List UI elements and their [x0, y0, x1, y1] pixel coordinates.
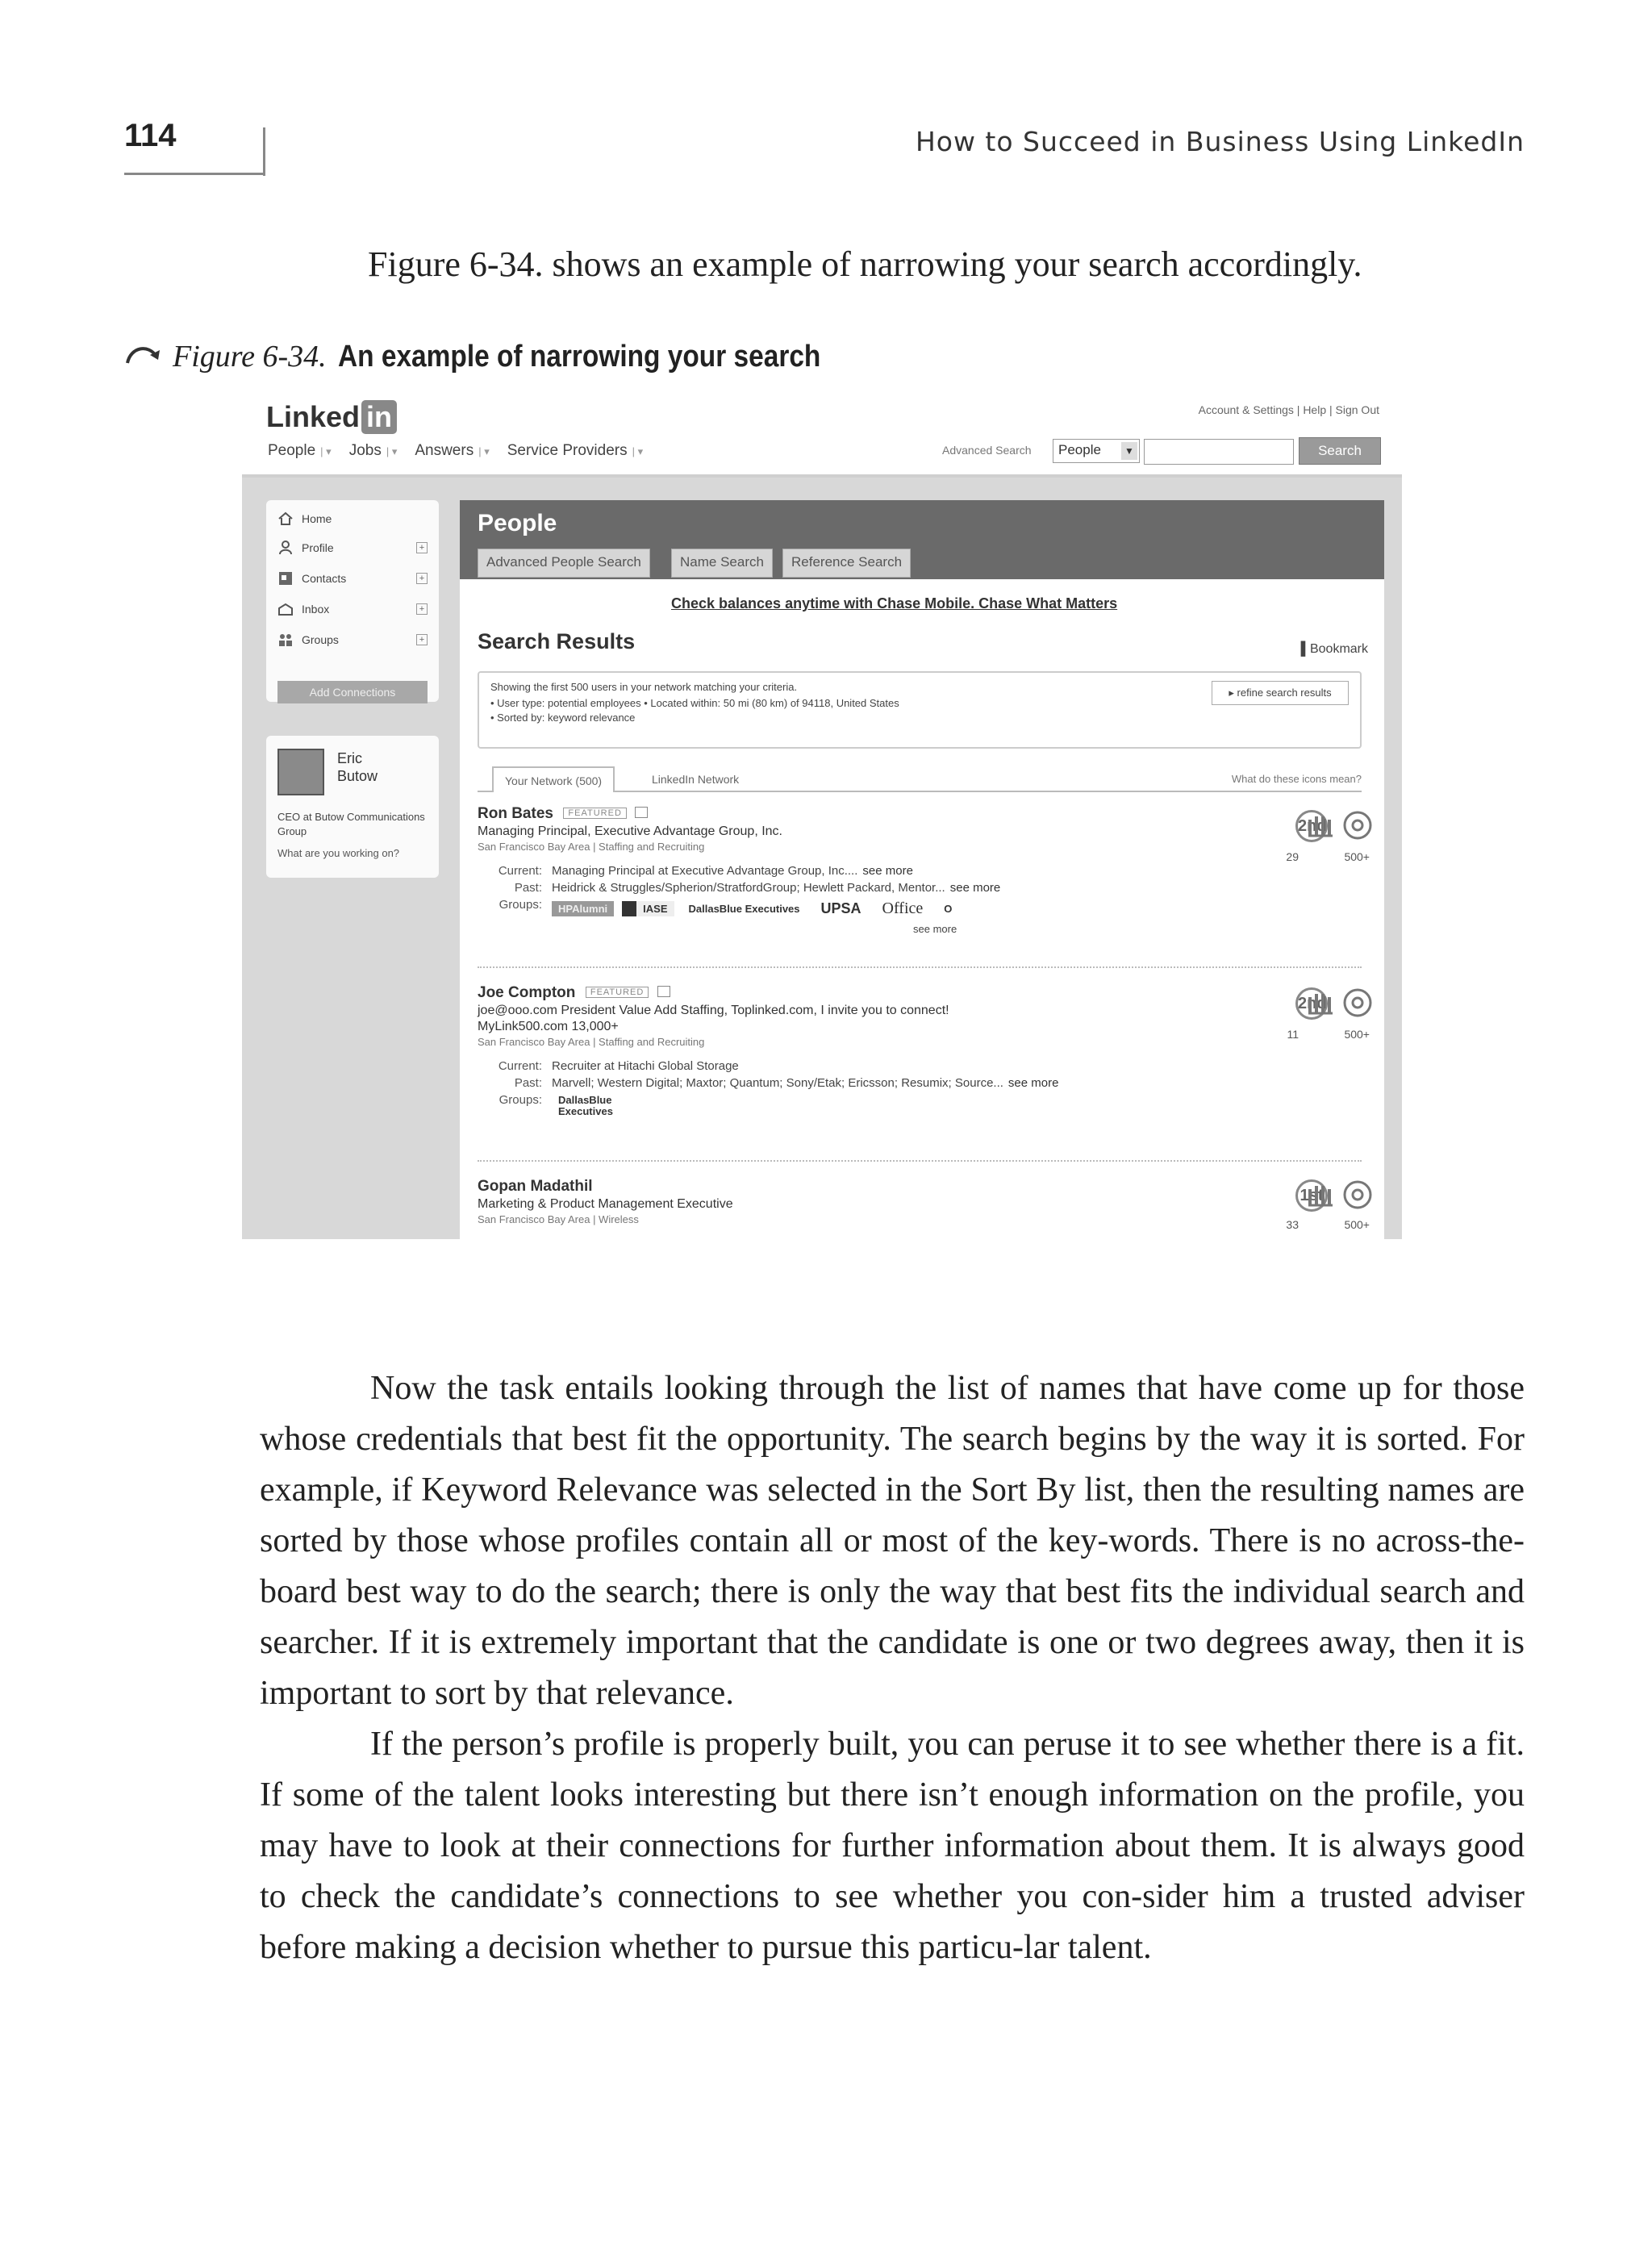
list-item	[478, 805, 1362, 938]
figure-caption	[124, 339, 886, 374]
current-label: Current:	[498, 864, 542, 878]
nav-answers[interactable]	[415, 442, 489, 460]
refine-search-button[interactable]: ▸ refine search results	[1212, 681, 1349, 705]
chevron-down-icon: | ▾	[632, 445, 644, 457]
past-value: Marvell; Western Digital; Maxtor; Quantum; Sony/Etak; Ericsson; Resumix; Source...	[552, 1076, 1003, 1090]
criteria-summary: Showing the first 500 users in your network matching your criteria.	[490, 681, 798, 693]
groups-icon	[277, 632, 294, 647]
criteria-sort: • Sorted by: keyword relevance	[490, 712, 636, 724]
members-count: 500+	[1344, 1028, 1370, 1041]
see-more-link[interactable]: see more	[1007, 1076, 1059, 1090]
criteria-filters: • User type: potential employees • Located within: 50 mi (80 km) of 94118, United States	[490, 697, 899, 709]
degree-badge: 1st	[1295, 1179, 1328, 1212]
connections-count: 11	[1287, 1028, 1299, 1041]
profile-card-icon[interactable]	[657, 986, 670, 997]
result-headline: Marketing & Product Management Executive	[478, 1197, 733, 1211]
chevron-down-icon: | ▾	[320, 445, 332, 457]
featured-badge: FEATURED	[563, 808, 626, 819]
groups-label: Groups:	[499, 898, 542, 912]
bookmark-icon: ▌	[1300, 642, 1310, 656]
running-head: How to Succeed in Business Using LinkedIn	[915, 126, 1525, 157]
top-links[interactable]: Account & Settings | Help | Sign Out	[1198, 403, 1379, 416]
search-button[interactable]: Search	[1299, 437, 1381, 465]
result-headline: Managing Principal, Executive Advantage Group, Inc.	[478, 824, 782, 838]
person-icon	[277, 541, 294, 555]
group-logos	[552, 898, 958, 920]
expand-profile-icon[interactable]: +	[416, 542, 428, 553]
current-value: Managing Principal at Executive Advantage Group, Inc....	[552, 864, 858, 878]
nav-label: Answers	[415, 442, 474, 459]
nav-service-providers[interactable]	[507, 442, 643, 460]
degree-badge: 2nd	[1295, 810, 1328, 842]
result-location: San Francisco Bay Area | Wireless	[478, 1213, 639, 1225]
result-name[interactable]: Gopan Madathil	[478, 1178, 593, 1195]
figure-number: Figure 6-34.	[173, 340, 327, 374]
tab-linkedin-network[interactable]: LinkedIn Network	[652, 773, 740, 786]
group-logo[interactable]: DallasBlue Executives	[558, 1094, 613, 1117]
people-title: People	[478, 510, 557, 536]
sidebar-item-label: Profile	[302, 541, 334, 554]
page-number: 114	[124, 118, 177, 153]
sidebar-item-home[interactable]	[277, 511, 332, 526]
network-icon	[1342, 810, 1373, 841]
chevron-down-icon: | ▾	[386, 445, 398, 457]
main-content	[460, 500, 1384, 1239]
logo-text: Linked	[266, 400, 361, 433]
home-icon	[277, 511, 294, 526]
recommendations-icon	[1305, 812, 1337, 839]
nav-people[interactable]	[268, 442, 332, 460]
curved-arrow-icon	[124, 342, 161, 366]
result-details	[486, 1059, 1362, 1119]
current-value: Recruiter at Hitachi Global Storage	[552, 1059, 739, 1073]
past-label: Past:	[514, 881, 542, 895]
tab-reference-search[interactable]: Reference Search	[782, 549, 911, 578]
figure-title: An example of narrowing your search	[337, 340, 821, 374]
bookmark-label: Bookmark	[1309, 642, 1368, 656]
result-details	[486, 864, 1362, 935]
body-paragraph: Now the task entails looking through the list of names that have come up for those whose credentials that best fit the opportunity. The search begins by the way it is sorted. For example, if Keyword Relevance was selected in the Sort By list, then the resulting names are sorted by those whose profiles contain all or most of the key-words. There is no across-the-board best way to do the search; there is only the way that best fits the individual search and searcher. If it is extremely important that the candidate is one or two degrees away, then it is important to sort by that relevance.	[260, 1370, 1525, 1712]
search-scope-select[interactable]	[1053, 439, 1140, 463]
expand-groups-icon[interactable]: +	[416, 634, 428, 645]
result-name[interactable]: Joe Compton	[478, 984, 576, 1001]
tab-advanced-people-search[interactable]: Advanced People Search	[478, 549, 650, 578]
members-count: 500+	[1344, 850, 1370, 863]
sidebar-item-profile[interactable]	[277, 541, 334, 555]
members-count: 500+	[1344, 1218, 1370, 1231]
sidebar-item-groups[interactable]	[277, 632, 339, 647]
group-logo[interactable]: IASE	[622, 901, 674, 916]
past-value: Heidrick & Struggles/Spherion/StratfordGroup; Hewlett Packard, Mentor...	[552, 881, 945, 895]
connections-count: 33	[1286, 1218, 1299, 1231]
header-rule-horizontal	[124, 173, 265, 175]
icons-help-link[interactable]: What do these icons mean?	[1231, 773, 1362, 785]
status-prompt[interactable]: What are you working on?	[277, 847, 400, 859]
degree-badge: 2nd	[1295, 987, 1328, 1020]
sidebar-item-label: Home	[302, 512, 332, 525]
see-more-link[interactable]: see more	[949, 881, 1001, 895]
body-paragraph: If the person’s profile is properly built, you can peruse it to see whether there is a fit. If some of the talent looks interesting but there isn’t enough information on the profile, you may have to look at their connections for further information about them. It is always good to check the candidate’s connections to see whether you con-sider him a trusted adviser before making a decision whether to pursue this particu-lar talent.	[260, 1726, 1525, 1966]
expand-contacts-icon[interactable]: +	[416, 573, 428, 584]
profile-card-icon[interactable]	[635, 807, 648, 818]
profile-last-name[interactable]: Butow	[337, 768, 378, 784]
inbox-icon	[277, 602, 294, 616]
network-icon	[1342, 987, 1373, 1018]
network-icon	[1342, 1179, 1373, 1210]
advanced-search-link[interactable]: Advanced Search	[942, 444, 1032, 457]
see-more-link[interactable]: see more	[862, 864, 913, 878]
profile-card	[266, 736, 439, 878]
search-results-title: Search Results	[478, 629, 636, 653]
connections-count: 29	[1286, 850, 1299, 863]
sidebar-item-inbox[interactable]	[277, 602, 329, 616]
intro-sentence: Figure 6-34. shows an example of narrowing your search accordingly.	[368, 244, 1362, 284]
contacts-icon	[277, 571, 294, 586]
list-item	[478, 1178, 1362, 1225]
group-logo[interactable]: DallasBlue Executives	[688, 903, 800, 915]
profile-first-name[interactable]: Eric	[337, 750, 362, 766]
body-text	[260, 1363, 1525, 1973]
recommendations-icon	[1305, 1181, 1337, 1208]
linkedin-screenshot	[242, 386, 1402, 1239]
expand-inbox-icon[interactable]: +	[416, 603, 428, 615]
group-logo[interactable]: Office	[882, 900, 924, 917]
add-connections-button[interactable]: Add Connections	[277, 681, 428, 703]
sidebar-item-label: Inbox	[302, 603, 330, 616]
nav-jobs[interactable]	[349, 442, 398, 460]
avatar[interactable]	[277, 749, 324, 795]
header-rule-vertical	[263, 127, 265, 176]
result-name[interactable]: Ron Bates	[478, 805, 553, 822]
nav-label: People	[268, 442, 316, 459]
bookmark-link[interactable]	[1301, 642, 1368, 657]
result-separator	[478, 966, 1362, 968]
profile-title: CEO at Butow Communications Group	[277, 811, 425, 837]
tab-name-search[interactable]: Name Search	[671, 549, 773, 578]
group-logo[interactable]: O	[944, 903, 953, 915]
sidebar-item-label: Groups	[302, 633, 339, 646]
sidebar-item-label: Contacts	[302, 572, 347, 585]
ad-banner-link[interactable]: Check balances anytime with Chase Mobile. Chase What Matters	[671, 595, 1118, 612]
chevron-down-icon: | ▾	[478, 445, 490, 457]
nav-label: Jobs	[348, 442, 382, 459]
result-headline-cont: MyLink500.com 13,000+	[478, 1020, 619, 1033]
logo-in: in	[361, 400, 397, 434]
sidebar	[266, 500, 439, 702]
search-criteria-box	[478, 671, 1362, 749]
result-location: San Francisco Bay Area | Staffing and Recruiting	[478, 1036, 705, 1048]
recommendations-icon	[1305, 989, 1337, 1016]
list-item	[478, 984, 1362, 1122]
nav-label: Service Providers	[507, 442, 628, 459]
result-location: San Francisco Bay Area | Staffing and Recruiting	[478, 841, 705, 853]
groups-label: Groups:	[499, 1093, 542, 1107]
tab-your-network[interactable]: Your Network (500)	[492, 766, 615, 792]
search-input[interactable]	[1144, 439, 1294, 465]
current-label: Current:	[498, 1059, 542, 1073]
group-logo[interactable]: UPSA	[820, 900, 861, 916]
result-separator	[478, 1160, 1362, 1162]
group-logo[interactable]: HPAlumni	[552, 901, 614, 916]
sidebar-item-contacts[interactable]	[277, 571, 346, 586]
search-scope-value: People	[1058, 442, 1101, 457]
featured-badge: FEATURED	[586, 987, 649, 998]
past-label: Past:	[514, 1076, 542, 1090]
chevron-down-icon: ▼	[1121, 442, 1137, 460]
see-more-link[interactable]: see more	[913, 923, 957, 935]
result-headline: joe@ooo.com President Value Add Staffing, Toplinked.com, I invite you to connect!	[478, 1004, 949, 1017]
linkedin-logo[interactable]	[266, 400, 397, 434]
main-nav	[268, 442, 643, 460]
